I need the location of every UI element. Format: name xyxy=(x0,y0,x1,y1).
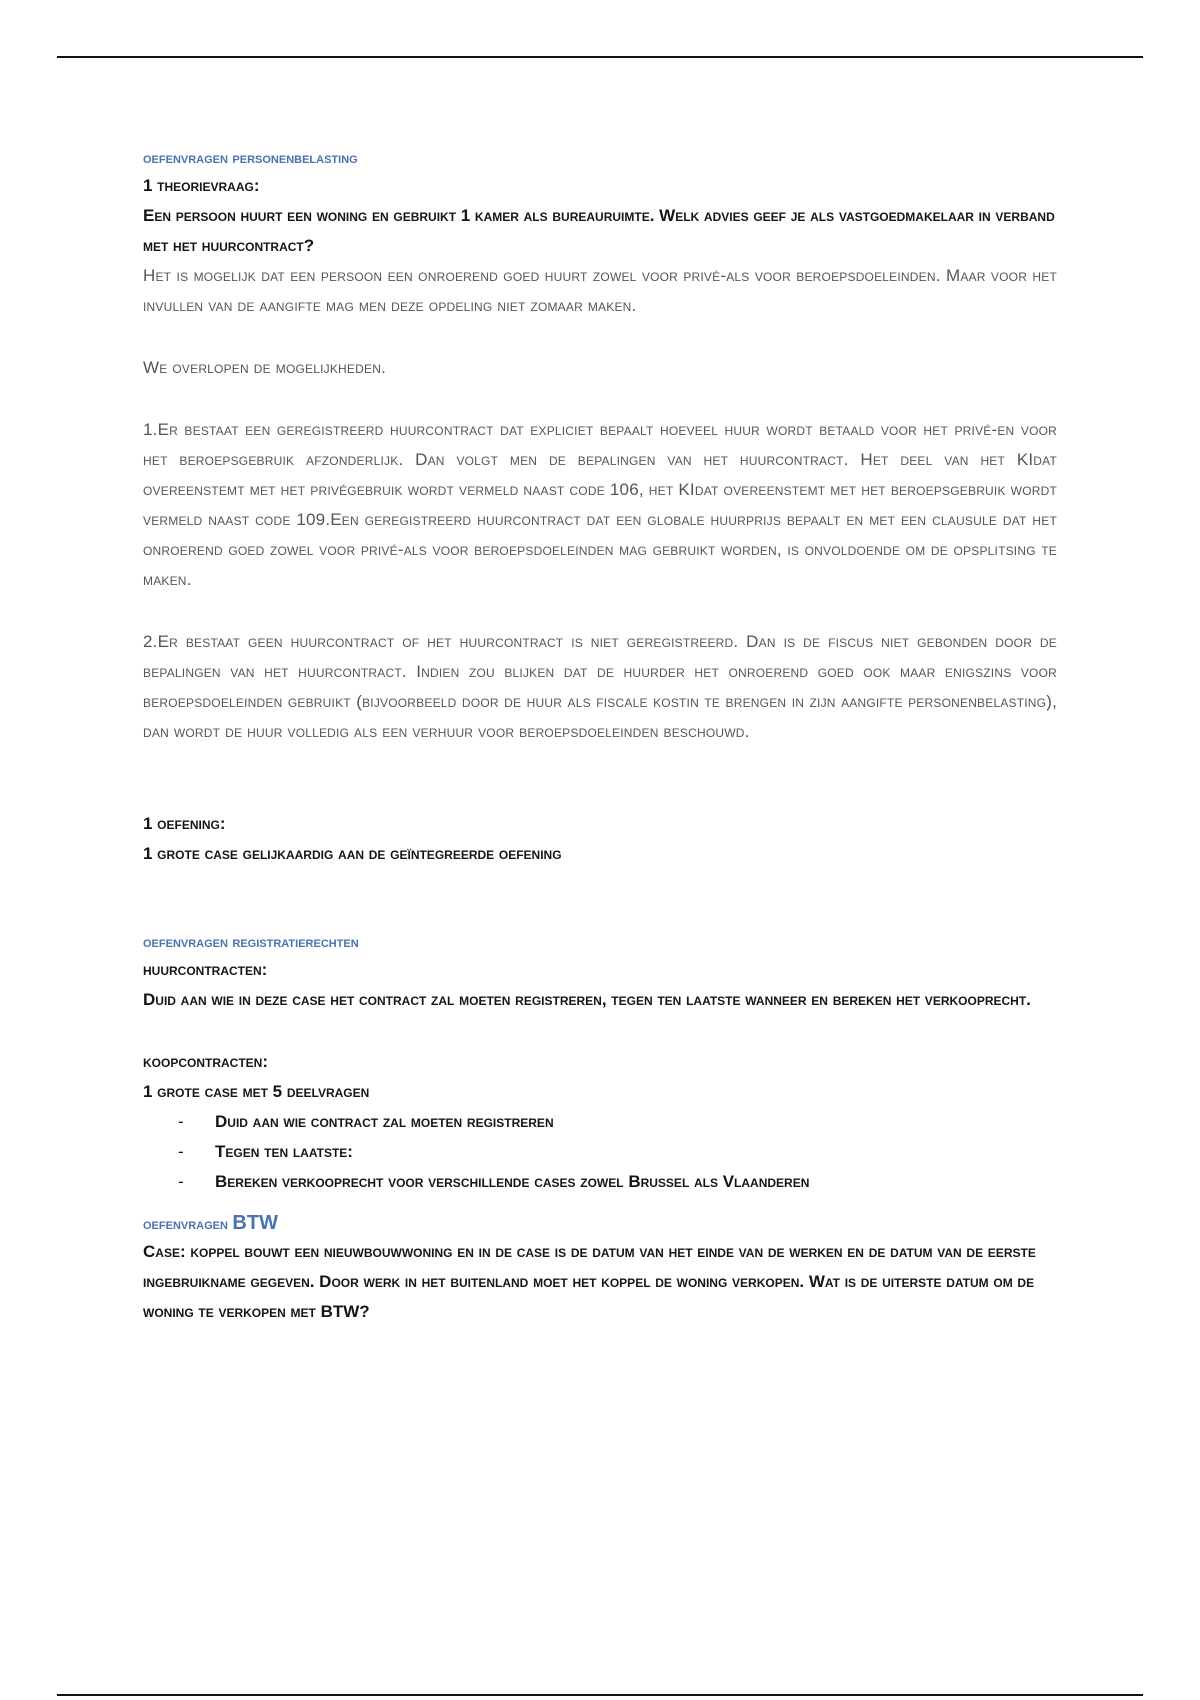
answer-overview: We overlopen de mogelijkheden. xyxy=(143,358,386,377)
list-item-text: Bereken verkooprecht voor verschillende cases zowel Brussel als Vlaanderen xyxy=(215,1172,810,1191)
answer-intro: Het is mogelijk dat een persoon een onroerend goed huurt zowel voor privé-als voor beroepsdoeleinden. Maar voor het invullen van de aangifte mag men deze opdeling niet zomaar maken. xyxy=(143,266,1057,315)
list-item xyxy=(178,1107,1057,1137)
answer-point-2: 2.Er bestaat geen huurcontract of het huurcontract is niet geregistreerd. Dan is de fiscus niet gebonden door de bepalingen van het huurcontract. Indien zou blijken dat de huurder het onroerend goed ook maar enigszins voor beroepsdoeleinden gebruikt (bijvoorbeeld door de huur als fiscale kostin te brengen in zijn aangifte personenbelasting), dan wordt de huur volledig als een verhuur voor beroepsdoeleinden beschouwd. xyxy=(143,632,1057,741)
exercise-text: 1 grote case gelijkaardig aan de geïntegreerde oefening xyxy=(143,844,562,863)
bullet-dash: - xyxy=(178,1112,184,1131)
theory-question: Een persoon huurt een woning en gebruikt 1 kamer als bureauruimte. Welk advies geef je als vastgoedmakelaar in verband met het huurcontract? xyxy=(143,206,1055,255)
btw-title-prefix: oefenvragen xyxy=(143,1216,228,1233)
koopcontracten-text: 1 grote case met 5 deelvragen xyxy=(143,1082,370,1101)
exercise-label: 1 oefening: xyxy=(143,814,226,833)
list-item-text: Duid aan wie contract zal moeten registreren xyxy=(215,1112,554,1131)
huurcontracten-label: huurcontracten: xyxy=(143,960,268,979)
section-title-btw xyxy=(143,1211,1057,1237)
koopcontracten-list xyxy=(143,1107,1057,1197)
section-title-registratierechten: oefenvragen registratierechten xyxy=(143,934,359,951)
bullet-dash: - xyxy=(178,1172,184,1191)
section-title-personenbelasting: oefenvragen personenbelasting xyxy=(143,150,358,167)
list-item-text: Tegen ten laatste: xyxy=(215,1142,353,1161)
header-rule xyxy=(57,56,1143,58)
bullet-dash: - xyxy=(178,1142,184,1161)
btw-case-text: Case: koppel bouwt een nieuwbouwwoning en in de case is de datum van het einde van de werken en de datum van de eerste ingebruikname gegeven. Door werk in het buitenland moet het koppel de woning verkopen. Wat is de uiterste datum om de woning te verkopen met BTW? xyxy=(143,1242,1036,1321)
theory-label: 1 theorievraag: xyxy=(143,176,260,195)
footer-rule xyxy=(57,1694,1143,1696)
btw-title-suffix: BTW xyxy=(232,1212,278,1234)
huurcontracten-text: Duid aan wie in deze case het contract zal moeten registreren, tegen ten laatste wanneer en bereken het verkooprecht. xyxy=(143,990,1031,1009)
list-item xyxy=(178,1137,1057,1167)
answer-point-1: 1.Er bestaat een geregistreerd huurcontract dat expliciet bepaalt hoeveel huur wordt betaald voor het privé-en voor het beroepsgebruik afzonderlijk. Dan volgt men de bepalingen van het huurcontract. Het deel van het KIdat overeenstemt met het privégebruik wordt vermeld naast code 106, het KIdat overeenstemt met het beroepsgebruik wordt vermeld naast code 109.Een geregistreerd huurcontract dat een globale huurprijs bepaalt en met een clausule dat het onroerend goed zowel voor privé-als voor beroepsdoeleinden mag gebruikt worden, is onvoldoende om de opsplitsing te maken. xyxy=(143,420,1057,589)
koopcontracten-label: koopcontracten: xyxy=(143,1052,268,1071)
document-body xyxy=(143,147,1057,1327)
list-item xyxy=(178,1167,1057,1197)
